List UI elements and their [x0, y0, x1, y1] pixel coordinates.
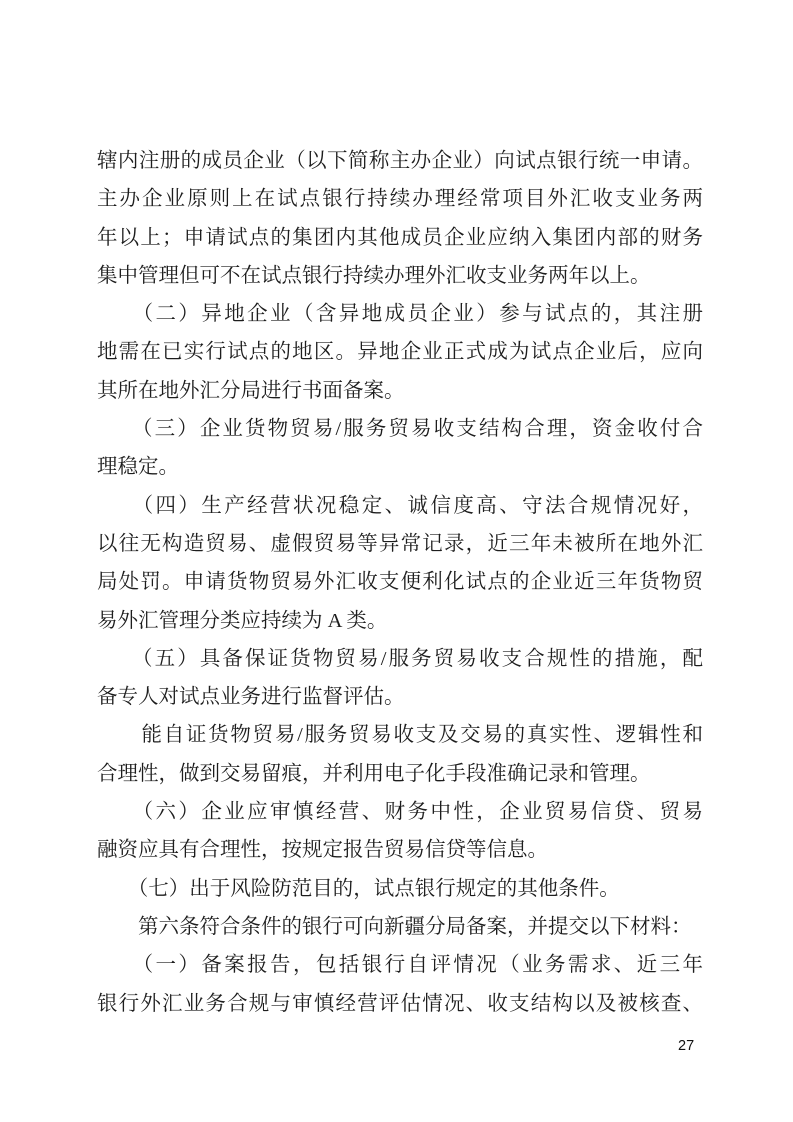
text-line: （一）备案报告，包括银行自评情况（业务需求、近三年	[97, 954, 703, 977]
text-line: 集中管理但可不在试点银行持续办理外汇收支业务两年以上。	[97, 264, 651, 287]
text-line: 局处罚。申请货物贸易外汇收支便利化试点的企业近三年货物贸	[97, 571, 703, 594]
page-number: 27	[678, 1038, 695, 1054]
text-line: （五）具备保证货物贸易/服务贸易收支合规性的措施，配	[97, 647, 703, 670]
text-line: 地需在已实行试点的地区。异地企业正式成为试点企业后，应向	[97, 341, 703, 364]
text-line: 年以上；申请试点的集团内其他成员企业应纳入集团内部的财务	[97, 226, 703, 249]
text-line: 理稳定。	[97, 456, 179, 479]
text-line: （四）生产经营状况稳定、诚信度高、守法合规情况好，	[97, 494, 703, 517]
document-body	[97, 142, 703, 1023]
text-line: 主办企业原则上在试点银行持续办理经常项目外汇收支业务两	[97, 188, 703, 211]
text-line: 银行外汇业务合规与审慎经营评估情况、收支结构以及被核查、	[97, 992, 703, 1015]
text-line: 能自证货物贸易/服务贸易收支及交易的真实性、逻辑性和	[97, 724, 703, 747]
text-line: 以往无构造贸易、虚假贸易等异常记录，近三年未被所在地外汇	[97, 532, 703, 555]
text-line: 合理性，做到交易留痕，并利用电子化手段准确记录和管理。	[97, 762, 651, 785]
text-line: （三）企业货物贸易/服务贸易收支结构合理，资金收付合	[97, 418, 703, 441]
text-line: 融资应具有合理性，按规定报告贸易信贷等信息。	[97, 839, 548, 862]
text-line: 辖内注册的成员企业（以下简称主办企业）向试点银行统一申请。	[97, 150, 703, 172]
text-line: 其所在地外汇分局进行书面备案。	[97, 379, 405, 402]
text-line: 第六条符合条件的银行可向新疆分局备案，并提交以下材料：	[97, 915, 692, 938]
text-line: （七）出于风险防范目的，试点银行规定的其他条件。	[97, 877, 620, 900]
text-line: （六）企业应审慎经营、财务中性，企业贸易信贷、贸易	[97, 801, 703, 824]
text-line: 易外汇管理分类应持续为 A 类。	[97, 609, 388, 632]
text-line: （二）异地企业（含异地成员企业）参与试点的，其注册	[97, 303, 703, 326]
text-line: 备专人对试点业务进行监督评估。	[97, 686, 405, 709]
